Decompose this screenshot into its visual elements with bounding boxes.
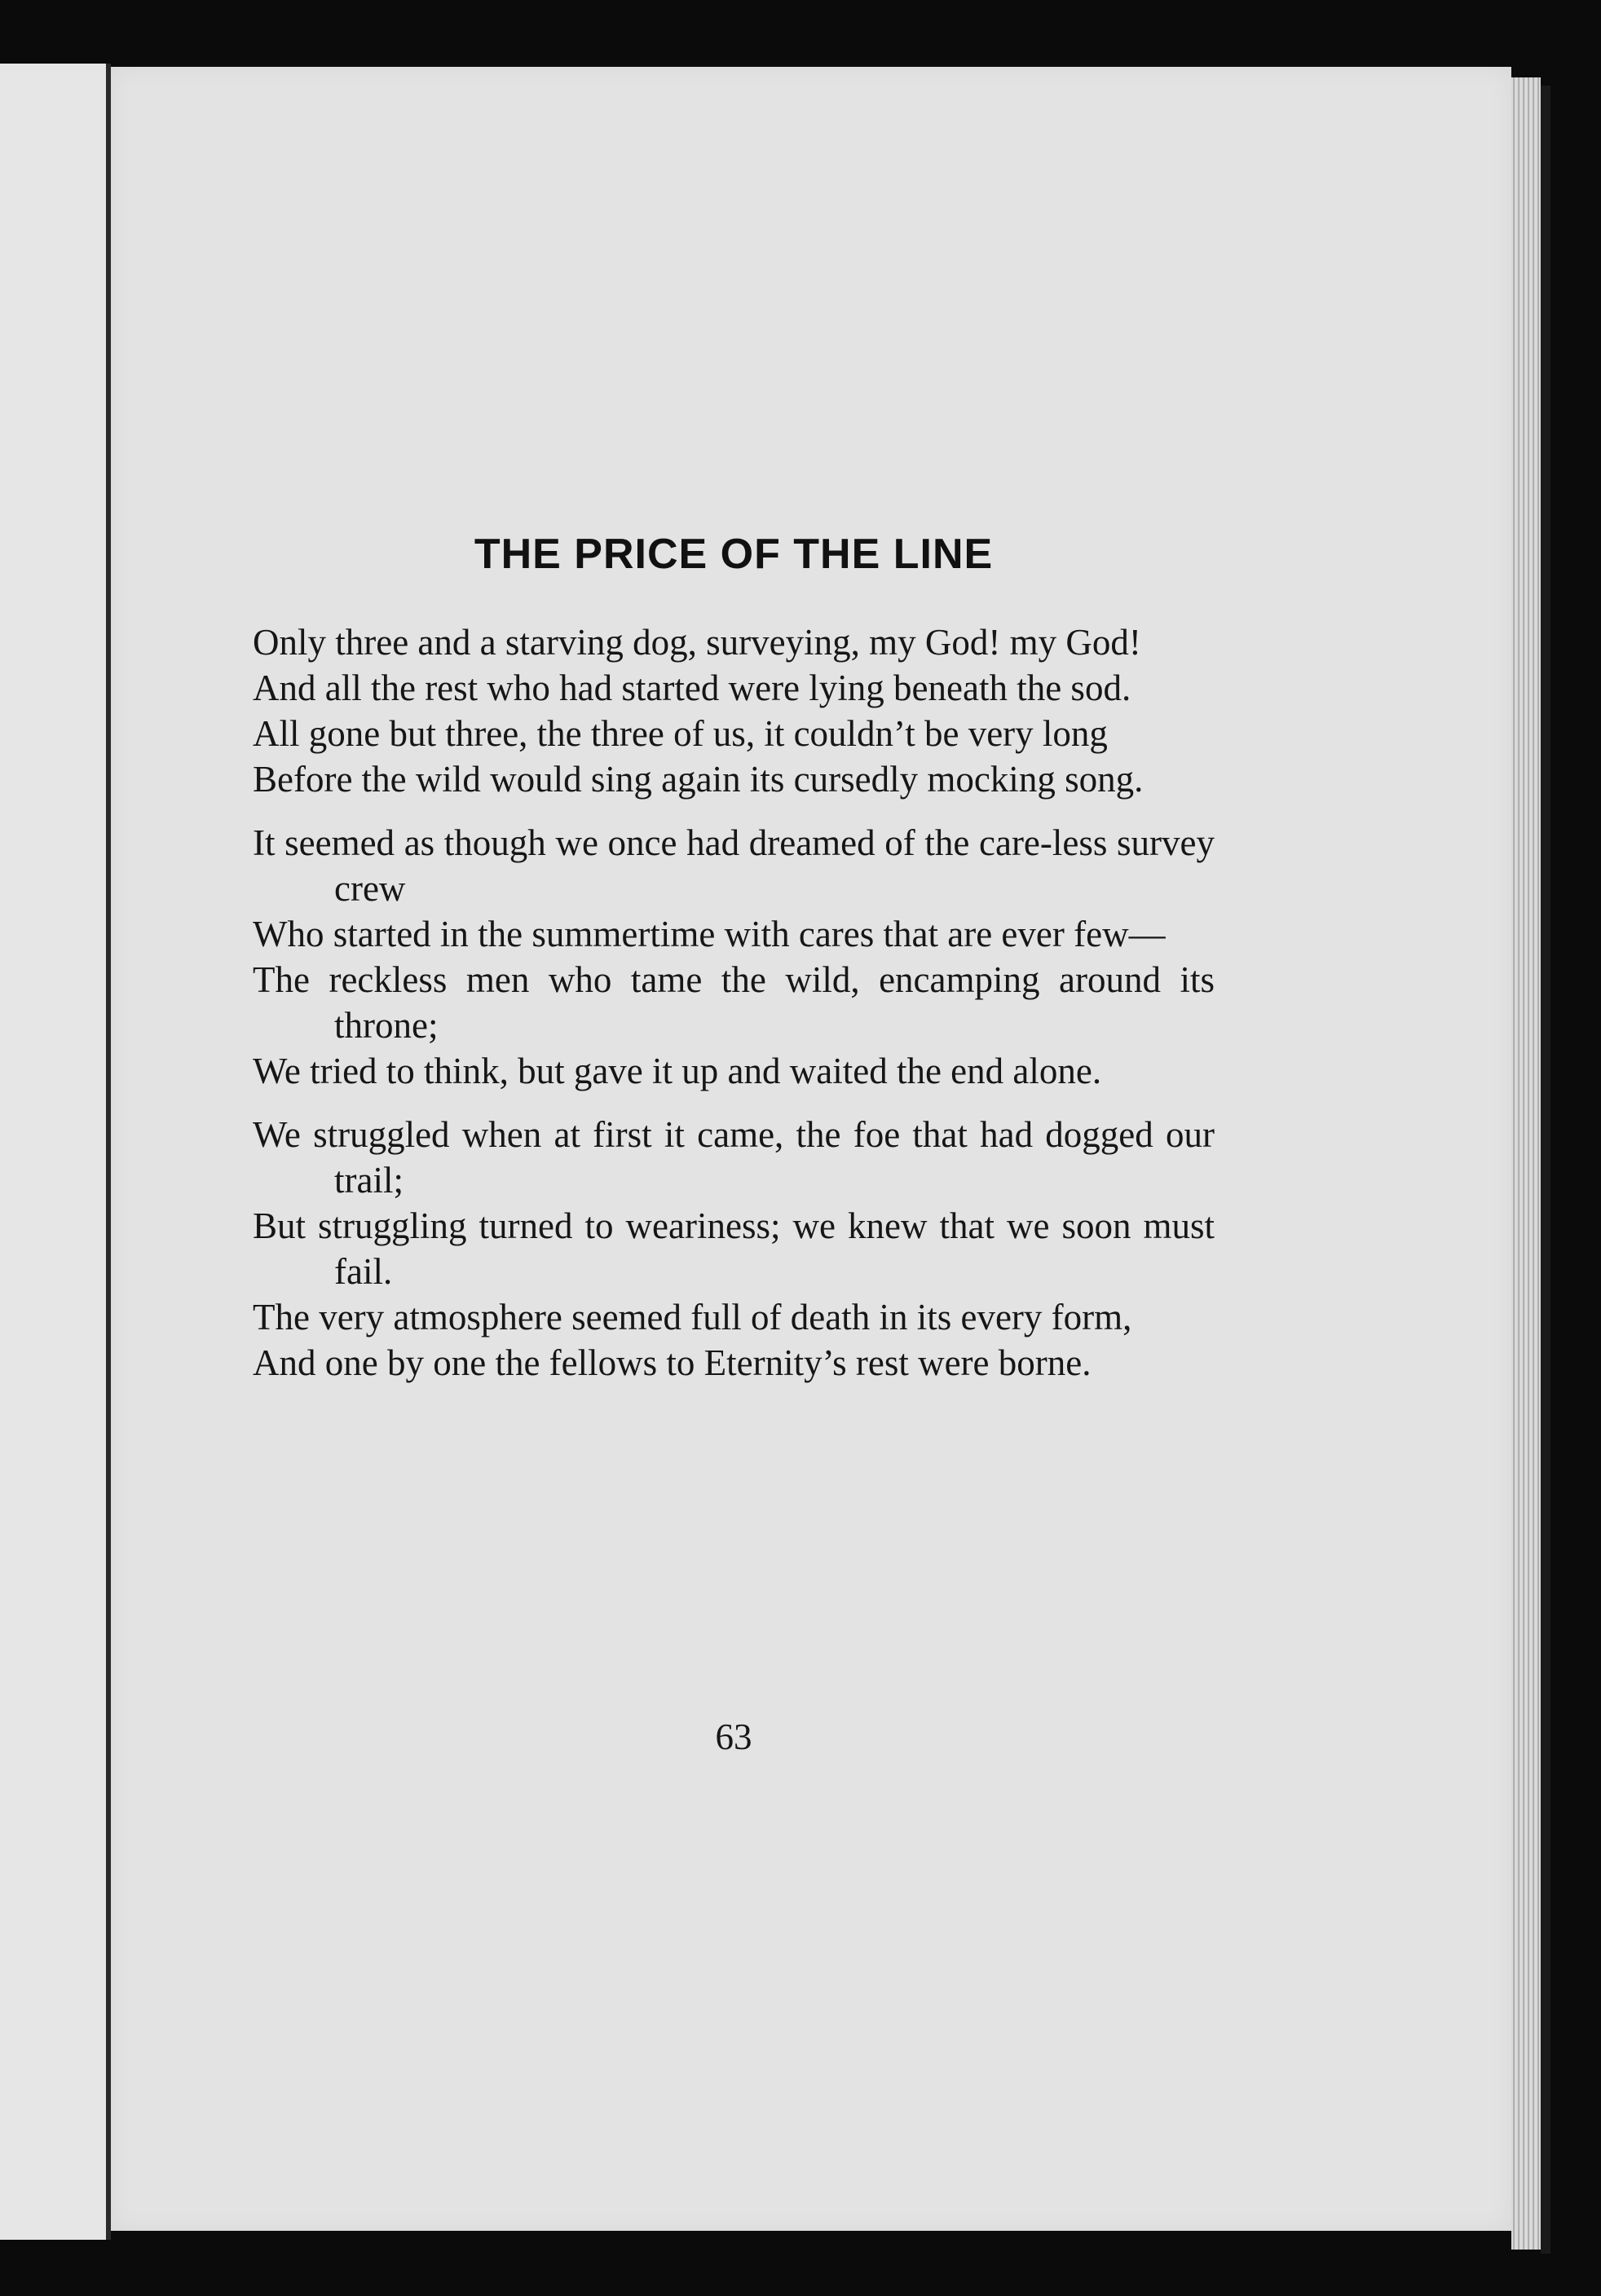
poem-line: The very atmosphere seemed full of death in its every form, [253, 1297, 1132, 1337]
adjacent-page-edge [0, 64, 111, 2240]
stanza-2 [253, 820, 1215, 1094]
poem-line: And one by one the fellows to Eternity’s rest were borne. [253, 1342, 1092, 1383]
page-edge-stack [1511, 77, 1541, 2250]
poem-line: We struggled when at first it came, the foe that had dogged our trail; [253, 1114, 1215, 1201]
poem-title: THE PRICE OF THE LINE [474, 531, 994, 578]
poem-body [253, 619, 1215, 1404]
binding-shadow [1541, 86, 1550, 2254]
poem-line: It seemed as though we once had dreamed of the care-less survey crew [253, 822, 1215, 909]
stanza-1 [253, 619, 1215, 802]
poem-line: Only three and a starving dog, surveying, my God! my God! [253, 622, 1141, 663]
poem-line: We tried to think, but gave it up and waited the end alone. [253, 1051, 1102, 1091]
poem-line: Before the wild would sing again its cursedly mocking song. [253, 759, 1144, 800]
poem-line: Who started in the summertime with cares that are ever few— [253, 914, 1166, 954]
poem-line: The reckless men who tame the wild, encamping around its throne; [253, 959, 1215, 1046]
poem-line: But struggling turned to weariness; we knew that we soon must fail. [253, 1205, 1215, 1292]
poem-line: All gone but three, the three of us, it couldn’t be very long [253, 713, 1108, 754]
page-number: 63 [715, 1716, 752, 1757]
stanza-3 [253, 1112, 1215, 1386]
poem-line: And all the rest who had started were lying beneath the sod. [253, 668, 1131, 708]
